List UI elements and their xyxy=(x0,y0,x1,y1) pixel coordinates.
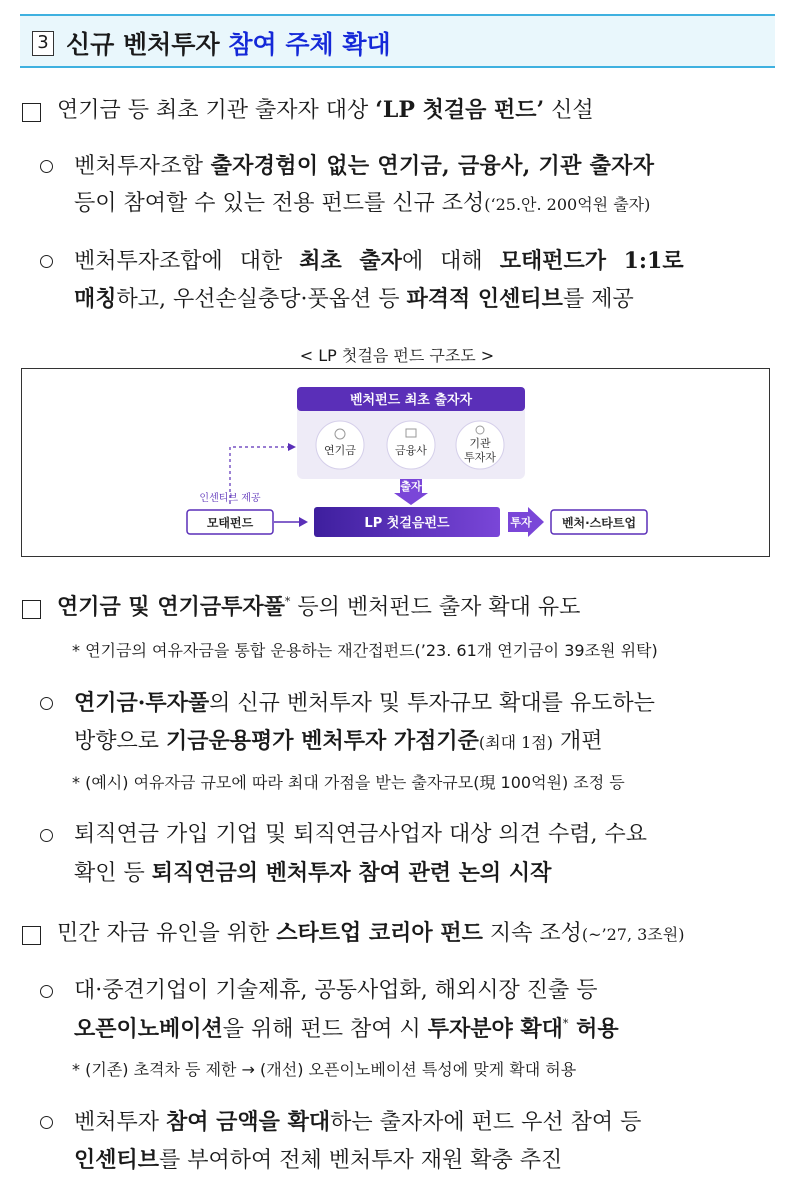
section3-note: * (기존) 초격차 등 제한 → (개선) 오픈이노베이션 특성에 맞게 확대 허용 xyxy=(72,1060,577,1079)
invest-label: 출자 xyxy=(400,480,422,493)
section1-b1-line2 xyxy=(74,193,650,215)
investment-label: 투자 xyxy=(510,516,532,529)
investor-finance-label: 금융사 xyxy=(395,444,427,457)
text: 개편 xyxy=(553,729,603,754)
bold-text: 참여 금액을 확대 xyxy=(166,1109,331,1135)
bold-text: 기금운용평가 벤처투자 가점기준 xyxy=(166,728,479,754)
footnote-mark: * xyxy=(562,1017,569,1030)
checkbox-square-icon xyxy=(22,926,41,945)
section3-b1-line2 xyxy=(74,1018,619,1041)
fund-name: ‘LP 첫걸음 펀드’ xyxy=(375,97,545,123)
text: 하고, 우선손실충당·풋옵션 등 xyxy=(116,287,407,312)
section2-note1: * 연기금의 여유자금을 통합 운용하는 재간접펀드(’23. 61개 연기금이 39조원 위탁) xyxy=(72,641,658,660)
lp-fund-label: LP 첫걸음펀드 xyxy=(364,516,450,531)
text: 벤처투자조합에 대한 xyxy=(74,249,300,274)
bold-text: 모태펀드가 1:1로 xyxy=(499,248,684,274)
section-number: 3 xyxy=(32,31,54,56)
bullet-circle-icon xyxy=(40,829,53,842)
checkbox-square-icon xyxy=(22,103,41,122)
section2-b1-line2 xyxy=(74,730,603,753)
bold-text: 허용 xyxy=(568,1016,619,1042)
text: 의 신규 벤처투자 및 투자규모 확대를 유도하는 xyxy=(209,691,655,716)
heading-title-plain: 신규 벤처투자 xyxy=(66,30,229,59)
invest-arrowhead xyxy=(394,493,428,505)
text: 를 부여하여 전체 벤처투자 재원 확충 추진 xyxy=(159,1148,563,1173)
text: 신설 xyxy=(544,98,594,123)
bold-text: 연기금·투자풀 xyxy=(74,690,210,716)
small-text: (‘25.안. 200억원 출자) xyxy=(484,195,651,214)
lp-fund-structure-diagram xyxy=(21,368,770,557)
section3-b2-line2 xyxy=(74,1149,562,1172)
text: 을 위해 펀드 참여 시 xyxy=(222,1017,428,1042)
bold-text: 매칭 xyxy=(74,286,117,312)
bold-text: 스타트업 코리아 펀드 xyxy=(276,920,483,946)
bullet-circle-icon xyxy=(40,985,53,998)
section3-b1-line1: 대·중견기업이 기술제휴, 공동사업화, 해외시장 진출 등 xyxy=(74,978,598,1003)
heading-title-blue: 참여 주체 확대 xyxy=(228,30,391,59)
text: 하는 출자자에 펀드 우선 참여 등 xyxy=(330,1110,642,1135)
bullet-circle-icon xyxy=(40,697,53,710)
text: 벤처투자조합 xyxy=(74,154,211,179)
bold-text: 연기금 및 연기금투자풀 xyxy=(57,594,285,620)
bold-text: 출자경험이 없는 연기금, 금융사, 기관 출자자 xyxy=(210,153,655,179)
text: 등이 참여할 수 있는 전용 펀드를 신규 조성 xyxy=(74,191,485,216)
section1-b2-line1 xyxy=(74,250,684,273)
bullet-circle-icon xyxy=(40,255,53,268)
section2-b1-line1 xyxy=(74,692,655,715)
mother-fund-label: 모태펀드 xyxy=(206,516,254,530)
text: 확인 등 xyxy=(74,861,152,886)
text: 민간 자금 유인을 위한 xyxy=(57,921,277,946)
incentive-arrowhead xyxy=(288,443,296,451)
investor-institution-label-2: 투자자 xyxy=(464,451,496,464)
text: 에 대해 xyxy=(401,249,500,274)
bold-text: 퇴직연금의 벤처투자 참여 관련 논의 시작 xyxy=(151,860,552,886)
footnote-mark: * xyxy=(284,595,291,608)
section3-b2-line1 xyxy=(74,1111,641,1134)
text: 벤처투자 xyxy=(74,1110,167,1135)
section3-main xyxy=(57,922,684,945)
text: 등의 벤처펀드 출자 확대 유도 xyxy=(290,595,581,620)
section-heading xyxy=(20,14,775,68)
bold-text: 오픈이노베이션 xyxy=(74,1016,223,1042)
section2-b2-line1: 퇴직연금 가입 기업 및 퇴직연금사업자 대상 의견 수렴, 수요 xyxy=(74,822,647,847)
checkbox-square-icon xyxy=(22,600,41,619)
text: 연기금 등 최초 기관 출자자 대상 xyxy=(57,98,376,123)
investors-box-title: 벤처펀드 최초 출자자 xyxy=(349,393,473,408)
section2-b2-line2 xyxy=(74,862,551,885)
bold-text: 인센티브 xyxy=(74,1147,160,1173)
text: 를 제공 xyxy=(562,287,634,312)
small-text: (~’27, 3조원) xyxy=(581,925,685,944)
small-text: (최대 1점) xyxy=(478,733,553,752)
section1-b2-line2 xyxy=(74,288,634,311)
incentive-label: 인센티브 제공 xyxy=(199,493,261,504)
bold-text: 파격적 인센티브 xyxy=(406,286,563,312)
bold-text: 투자분야 확대 xyxy=(427,1016,563,1042)
bullet-circle-icon xyxy=(40,1116,53,1129)
diagram-svg xyxy=(22,369,769,556)
mother-to-lp-arrowhead xyxy=(299,517,308,527)
diagram-caption: < LP 첫걸음 펀드 구조도 > xyxy=(299,346,495,365)
bullet-circle-icon xyxy=(40,160,53,173)
startup-label: 벤처·스타트업 xyxy=(561,516,637,530)
bold-text: 최초 출자 xyxy=(299,248,402,274)
text: 방향으로 xyxy=(74,729,167,754)
section2-main xyxy=(57,596,580,619)
section2-note2: * (예시) 여유자금 규모에 따라 최대 가점을 받는 출자규모(現 100억원) 조정 등 xyxy=(72,773,625,792)
investor-institution-label-1: 기관 xyxy=(469,437,491,450)
text: 지속 조성 xyxy=(482,921,582,946)
section1-main xyxy=(57,99,594,122)
investor-pension-label: 연기금 xyxy=(324,444,356,457)
section1-b1-line1 xyxy=(74,155,654,178)
